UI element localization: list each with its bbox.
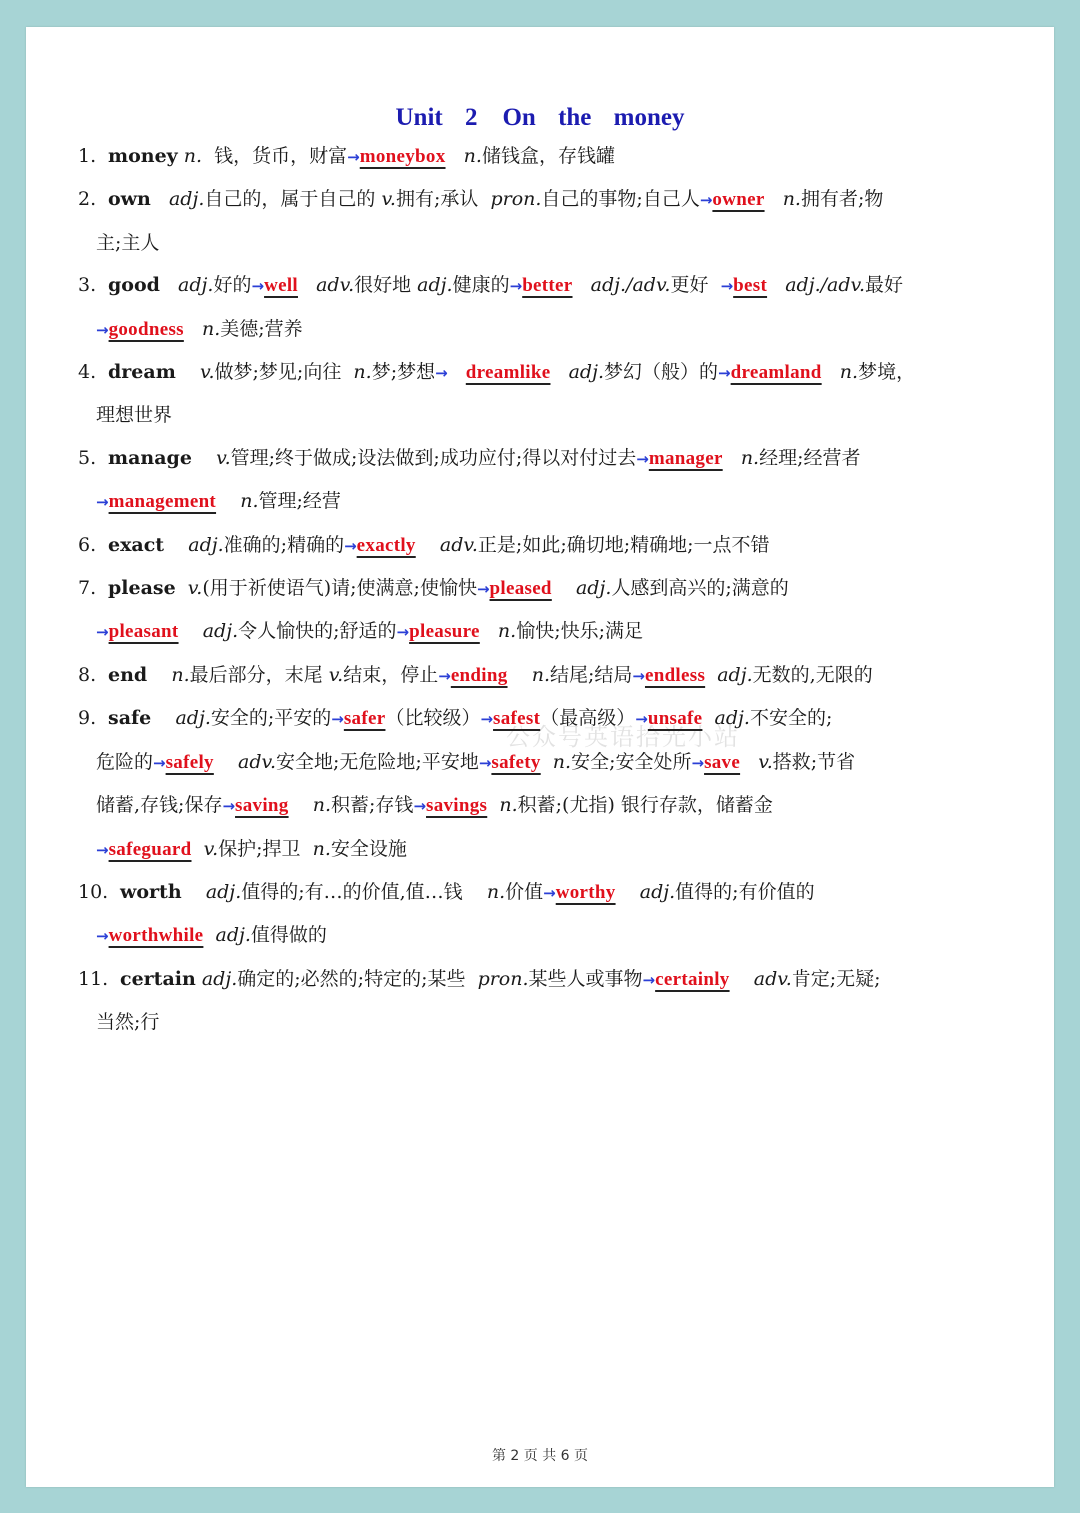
part-of-speech: adj.	[714, 707, 750, 730]
part-of-speech: pron.	[490, 188, 542, 211]
answer-word: safely	[165, 751, 214, 773]
entry-number: 6.	[78, 533, 97, 556]
answer-word: safest	[493, 708, 541, 730]
part-of-speech: adj.	[168, 188, 205, 211]
definition-text: 储钱盒，存钱罐	[481, 145, 615, 167]
part-of-speech: v.	[203, 837, 219, 860]
definition-text: 理想世界	[96, 404, 173, 427]
definition-text: 梦境，	[858, 361, 916, 384]
definition-text	[448, 361, 466, 383]
part-of-speech: adj.	[639, 880, 676, 903]
answer-word: safety	[491, 751, 541, 773]
vocabulary-entry	[78, 654, 1038, 697]
definition-text: 储蓄,存钱;保存	[96, 794, 223, 817]
definition-text: 管理;终于做成;设法做到;成功应付;得以对付过去	[230, 446, 637, 469]
definition-text	[289, 794, 313, 816]
headword: exact	[108, 533, 165, 556]
part-of-speech: adj.	[717, 663, 753, 686]
arrow-right-icon: →	[396, 623, 410, 642]
arrow-right-icon: →	[96, 623, 109, 642]
part-of-speech: n.	[183, 145, 203, 167]
entry-line	[78, 567, 1038, 610]
arrow-right-icon: →	[642, 970, 656, 989]
arrow-right-icon: →	[543, 883, 556, 902]
answer-word: moneybox	[359, 146, 446, 167]
definition-text: 最好	[865, 274, 904, 297]
definition-text	[214, 751, 238, 773]
arrow-right-icon: →	[96, 927, 109, 946]
part-of-speech: v.	[216, 446, 231, 469]
part-of-speech: adj.	[205, 880, 242, 903]
definition-text: 拥有;承认	[395, 188, 491, 211]
part-of-speech: n.	[499, 794, 518, 817]
definition-text: 值得做的	[250, 924, 327, 947]
definition-text	[298, 274, 316, 296]
definition-text: 钱，货币，财富	[202, 145, 348, 167]
definition-text: 安全地;无危险地;平安地	[276, 750, 479, 773]
definition-text	[487, 794, 499, 816]
answer-word: ending	[450, 664, 508, 686]
arrow-right-icon: →	[435, 364, 448, 383]
definition-text	[446, 145, 464, 167]
definition-text: 做梦;梦见;向往	[214, 361, 354, 384]
definition-text: 安全的;平安的	[210, 707, 332, 730]
answer-word: goodness	[108, 318, 184, 340]
part-of-speech: v.	[199, 361, 215, 384]
vocabulary-entry	[78, 135, 1038, 178]
entry-number: 4.	[78, 361, 97, 384]
headword: certain	[120, 967, 196, 990]
definition-text	[176, 361, 200, 383]
arrow-right-icon: →	[153, 753, 166, 772]
definition-text	[182, 881, 206, 903]
definition-text	[216, 490, 240, 512]
definition-text	[730, 968, 754, 990]
part-of-speech: adj.	[178, 274, 214, 297]
arrow-right-icon: →	[718, 364, 731, 383]
arrow-right-icon: →	[96, 320, 109, 339]
entry-line	[78, 308, 1038, 351]
definition-text: 健康的	[452, 274, 510, 297]
answer-word: owner	[712, 189, 765, 211]
vocabulary-entry	[78, 351, 1038, 437]
definition-text: 更好	[670, 274, 721, 297]
definition-text	[541, 751, 553, 773]
part-of-speech: adj./adv.	[590, 274, 671, 297]
answer-word: dreamlike	[465, 362, 551, 384]
answer-word: dreamland	[730, 362, 822, 384]
headword: worth	[120, 880, 182, 903]
definition-text: 不安全的;	[749, 707, 833, 730]
part-of-speech: n.	[531, 663, 550, 686]
definition-text: 结尾;结局	[549, 663, 633, 686]
definition-text: 自己的，属于自己的	[204, 188, 382, 211]
answer-word: unsafe	[647, 708, 703, 730]
definition-text: 结束，停止	[343, 663, 439, 686]
vocabulary-entry	[78, 524, 1038, 567]
part-of-speech: n.	[312, 837, 331, 860]
headword: own	[108, 188, 151, 211]
definition-text	[184, 318, 202, 340]
part-of-speech: n.	[312, 794, 332, 817]
answer-word: saving	[235, 795, 289, 817]
definition-text: 拥有者;物	[800, 188, 884, 211]
vocabulary-entry	[78, 437, 1038, 524]
definition-text: （最高级）	[540, 707, 636, 730]
definition-text: 美德;营养	[220, 317, 303, 340]
answer-word: pleased	[489, 578, 552, 600]
definition-text: 肯定;无疑;	[791, 967, 881, 990]
part-of-speech: n.	[552, 750, 572, 773]
headword: dream	[108, 361, 176, 384]
definition-text: 经理;经营者	[759, 446, 861, 469]
definition-text	[822, 361, 840, 383]
part-of-speech: n.	[839, 361, 859, 384]
arrow-right-icon: →	[691, 753, 705, 772]
headword: end	[108, 663, 148, 686]
entry-number: 1.	[78, 145, 97, 167]
entry-line	[78, 437, 1038, 480]
entry-number: 2.	[78, 188, 97, 211]
headword: money	[108, 145, 178, 167]
definition-text	[765, 188, 783, 210]
entry-line	[78, 178, 1038, 221]
vocabulary-entry	[78, 697, 1038, 871]
part-of-speech: n.	[497, 620, 517, 643]
definition-text: 准确的;精确的	[223, 533, 345, 556]
definition-text: 积蓄;(尤指) 银行存款，储蓄金	[517, 794, 773, 817]
definition-text	[151, 707, 175, 729]
definition-text: 正是;如此;确切地;精确地;一点不错	[477, 533, 770, 556]
definition-text	[552, 577, 576, 599]
entry-line	[78, 264, 1038, 307]
definition-text	[723, 447, 741, 469]
part-of-speech: n.	[240, 490, 259, 513]
entry-line	[78, 914, 1038, 957]
part-of-speech: adv.	[316, 274, 355, 297]
entry-line	[78, 784, 1038, 827]
arrow-right-icon: →	[635, 710, 648, 729]
headword: safe	[108, 707, 152, 730]
definition-text: （比较级）	[385, 707, 481, 730]
entry-number: 9.	[78, 707, 97, 730]
part-of-speech: n.	[201, 317, 221, 340]
entry-line	[78, 610, 1038, 653]
part-of-speech: adj.	[568, 361, 605, 384]
headword: good	[108, 274, 160, 297]
headword: manage	[108, 446, 192, 469]
definition-text	[416, 534, 440, 556]
definition-text	[550, 361, 568, 383]
page-title: Unit 2 On the money	[395, 104, 685, 131]
part-of-speech: n.	[353, 361, 372, 384]
definition-text: (用于祈使语气)请;使满意;使愉快	[202, 577, 477, 600]
definition-text: 危险的	[96, 750, 154, 773]
definition-text: 某些人或事物	[528, 967, 643, 990]
entry-number: 8.	[78, 663, 97, 686]
entry-line	[78, 1001, 1038, 1043]
vocabulary-list	[78, 135, 1038, 1044]
answer-word: best	[733, 275, 768, 297]
arrow-right-icon: →	[96, 840, 109, 859]
definition-text	[192, 447, 216, 469]
answer-word: endless	[644, 664, 706, 686]
part-of-speech: adj.	[202, 620, 239, 643]
part-of-speech: adj.	[188, 533, 224, 556]
part-of-speech: v.	[758, 750, 773, 773]
entry-line	[78, 222, 1038, 264]
answer-word: exactly	[356, 534, 416, 556]
definition-text: 人感到高兴的;满意的	[611, 577, 789, 600]
answer-word: safer	[343, 708, 386, 730]
entry-line	[78, 741, 1038, 784]
definition-text: 最后部分，末尾	[189, 663, 329, 686]
answer-word: better	[522, 275, 573, 297]
vocabulary-entry	[78, 871, 1038, 958]
answer-word: safeguard	[108, 838, 192, 860]
entry-number: 10.	[78, 880, 109, 903]
part-of-speech: n.	[740, 446, 760, 469]
arrow-right-icon: →	[347, 148, 360, 166]
entry-line	[78, 394, 1038, 436]
entry-line	[78, 871, 1038, 914]
definition-text	[616, 881, 640, 903]
definition-text	[160, 274, 178, 296]
headword: please	[108, 577, 176, 600]
definition-text	[767, 274, 785, 296]
answer-word: manager	[648, 447, 723, 469]
definition-text: 价值	[505, 880, 544, 903]
document-page	[26, 27, 1054, 1487]
vocabulary-entry	[78, 958, 1038, 1044]
definition-text: 愉快;快乐;满足	[516, 620, 644, 643]
entry-number: 11.	[78, 967, 109, 990]
definition-text	[705, 664, 717, 686]
definition-text: 安全设施	[330, 837, 407, 860]
entry-line	[78, 958, 1038, 1001]
part-of-speech: adj./adv.	[785, 274, 866, 297]
definition-text	[147, 664, 171, 686]
part-of-speech: adv.	[753, 967, 792, 990]
answer-word: save	[704, 751, 741, 773]
definition-text: 梦幻（般）的	[604, 361, 719, 384]
part-of-speech: adv.	[439, 533, 478, 556]
part-of-speech: v.	[187, 577, 203, 600]
definition-text: 保护;捍卫	[218, 837, 313, 860]
definition-text	[702, 707, 714, 729]
answer-word: management	[108, 491, 217, 513]
answer-word: worthwhile	[108, 925, 204, 947]
answer-word: pleasant	[108, 621, 179, 643]
entry-line	[78, 524, 1038, 567]
part-of-speech: adj.	[175, 707, 211, 730]
part-of-speech: adj.	[417, 274, 453, 297]
arrow-right-icon: →	[478, 753, 492, 772]
arrow-right-icon: →	[476, 580, 490, 599]
definition-text: 积蓄;存钱	[331, 794, 414, 817]
part-of-speech: adj.	[575, 577, 612, 600]
entry-line	[78, 351, 1038, 394]
definition-text	[192, 838, 204, 860]
arrow-right-icon: →	[509, 277, 523, 296]
definition-text: 搭救;节省	[772, 750, 856, 773]
arrow-right-icon: →	[480, 710, 494, 729]
arrow-right-icon: →	[251, 277, 265, 296]
answer-word: pleasure	[409, 621, 480, 643]
definition-text: 很好地	[354, 274, 418, 297]
page-footer: 第 2 页 共 6 页	[491, 1448, 589, 1464]
entry-line	[78, 135, 1038, 178]
vocabulary-entry	[78, 178, 1038, 264]
part-of-speech: n.	[171, 663, 190, 686]
definition-text: 梦;梦想	[371, 361, 436, 384]
answer-word: savings	[426, 795, 488, 817]
definition-text	[573, 274, 591, 296]
part-of-speech: n.	[486, 880, 506, 903]
definition-text	[176, 577, 188, 599]
arrow-right-icon: →	[438, 666, 451, 685]
definition-text	[740, 751, 758, 773]
entry-number: 5.	[78, 446, 97, 469]
part-of-speech: n.	[463, 145, 482, 167]
part-of-speech: v.	[381, 188, 396, 211]
definition-text: 安全;安全处所	[571, 750, 692, 773]
arrow-right-icon: →	[222, 797, 236, 816]
arrow-right-icon: →	[344, 536, 357, 555]
answer-word: worthy	[555, 881, 616, 903]
part-of-speech: v.	[328, 663, 344, 686]
entry-line	[78, 828, 1038, 871]
definition-text: 值得的;有…的价值,值…钱	[241, 880, 487, 903]
definition-text	[179, 620, 203, 642]
vocabulary-entry	[78, 567, 1038, 654]
entry-number: 7.	[78, 577, 97, 600]
vocabulary-entry	[78, 264, 1038, 351]
definition-text: 好的	[213, 274, 252, 297]
part-of-speech: n.	[782, 188, 801, 211]
definition-text: 确定的;必然的;特定的;某些	[237, 967, 478, 990]
answer-word: certainly	[655, 968, 730, 990]
arrow-right-icon: →	[699, 191, 713, 210]
definition-text: 无数的,无限的	[752, 663, 873, 686]
definition-text: 令人愉快的;舒适的	[238, 620, 397, 643]
arrow-right-icon: →	[96, 493, 109, 512]
arrow-right-icon: →	[632, 666, 645, 685]
entry-line	[78, 697, 1038, 740]
definition-text	[203, 924, 215, 946]
definition-text: 值得的;有价值的	[675, 880, 815, 903]
definition-text: 主;主人	[96, 231, 160, 254]
watermark: 公众号英语拾光小站	[506, 723, 740, 751]
definition-text	[480, 620, 498, 642]
part-of-speech: pron.	[477, 967, 529, 990]
entry-line	[78, 654, 1038, 697]
entry-number: 3.	[78, 274, 97, 297]
definition-text: 自己的事物;自己人	[541, 188, 700, 211]
arrow-right-icon: →	[720, 277, 734, 296]
definition-text	[508, 664, 532, 686]
part-of-speech: adv.	[238, 750, 277, 773]
answer-word: well	[264, 275, 298, 297]
definition-text: 当然;行	[96, 1011, 160, 1034]
definition-text	[151, 188, 169, 210]
part-of-speech: adj.	[215, 924, 251, 947]
arrow-right-icon: →	[636, 449, 649, 468]
definition-text: 管理;经营	[258, 490, 341, 513]
definition-text	[164, 534, 188, 556]
part-of-speech: adj.	[201, 967, 238, 990]
arrow-right-icon: →	[413, 797, 427, 816]
entry-line	[78, 480, 1038, 523]
arrow-right-icon: →	[331, 710, 344, 729]
